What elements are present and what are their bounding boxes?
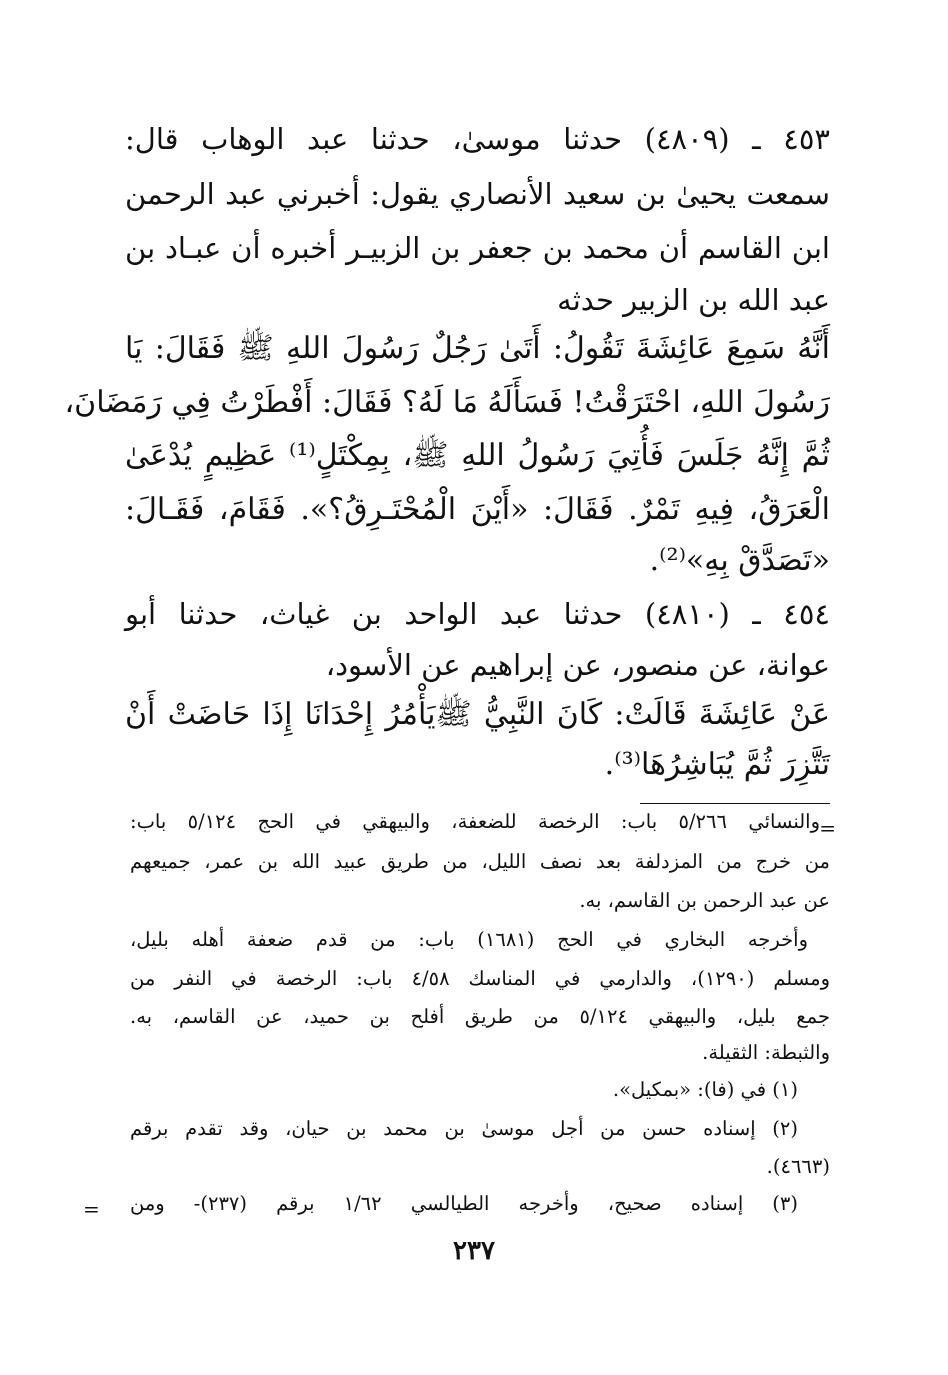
footnote-line-7: والثبطة: الثقيلة. [702,1041,830,1064]
footnote-3-line-1: (٣) إسناده صحيح، وأخرجه الطيالسي ١/٦٢ برقم (٢٣٧)- ومن [130,1192,799,1215]
hadith-453-isnad-line-4: عبد الله بن الزبير حدثه [557,283,830,317]
hadith-453-matn-line-4: الْعَرَقُ، فِيهِ تَمْرٌ. فَقَالَ: «أَيْنَ الْمُحْتَـرِقُ؟». فَقَامَ، فَقَـالَ: [125,492,831,527]
footnote-continued-mark: = [819,816,836,840]
footnote-1: (١) في (فا): «بمكيل». [612,1078,798,1101]
hadith-453-matn-line-3: ثُمَّ إِنَّهُ جَلَسَ فَأُتِيَ رَسُولُ اللهِ ﷺ، بِمِكْتَلٍ⁽¹⁾ عَظِيمٍ يُدْعَىٰ [125,438,830,473]
page-number: ٢٣٧ [453,1236,495,1266]
hadith-453-matn-line-5: «تَصَدَّقْ بِهِ»⁽²⁾. [649,543,830,578]
hadith-453-matn-line-2: رَسُولَ اللهِ، احْتَرَقْتُ! فَسَأَلَهُ مَا لَهُ؟ فَقَالَ: أَفْطَرْتُ فِي رَمَضَانَ، [64,385,830,420]
footnote-divider [640,803,830,804]
hadith-454-isnad-line-1: ٤٥٤ ـ (٤٨١٠) حدثنا عبد الواحد بن غياث، حدثنا أبو [125,597,831,631]
hadith-454-matn-line-1: عَنْ عَائِشَةَ قَالَتْ: كَانَ النَّبِيُّ ﷺيَأْمُرُ إِحْدَانَا إِذَا حَاضَتْ أَنْ [125,697,830,732]
hadith-453-isnad-line-1: ٤٥٣ ـ (٤٨٠٩) حدثنا موسىٰ، حدثنا عبد الوهاب قال: [125,122,830,156]
footnote-line-2: من خرج من المزدلفة بعد نصف الليل، من طريق عبيد الله بن عمر، جميعهم [130,850,830,873]
hadith-454-isnad-line-2: عوانة، عن منصور، عن إبراهيم عن الأسود، [325,648,830,682]
footnote-line-5: ومسلم (١٢٩٠)، والدارمي في المناسك ٤/٥٨ باب: الرخصة في النفر من [130,967,831,990]
footnote-line-6: جمع بليل، والبيهقي ٥/١٢٤ من طريق أفلح بن حميد، عن القاسم، به. [130,1005,831,1028]
footnote-line-3: عن عبد الرحمن بن القاسم، به. [579,889,830,912]
hadith-454-matn-line-2: تَتَّزِرَ ثُمَّ يُبَاشِرُهَا⁽³⁾. [604,747,830,782]
hadith-453-isnad-line-2: سمعت يحيىٰ بن سعيد الأنصاري يقول: أخبرني عبد الرحمن [125,177,830,211]
footnote-line-4: وأخرجه البخاري في الحج (١٦٨١) باب: من قدم ضعفة أهله بليل، [130,928,808,951]
footnote-line-1: والنسائي ٥/٢٦٦ باب: الرخصة للضعفة، والبيهقي في الحج ٥/١٢٤ باب: [130,810,820,833]
footnote-2-line-2: (٤٦٦٣). [766,1155,830,1178]
hadith-453-matn-line-1: أَنَّهُ سَمِعَ عَائِشَةَ تَقُولُ: أَتَىٰ رَجُلٌ رَسُولَ اللهِ ﷺ فَقَالَ: يَا [125,331,830,366]
footnote-2-line-1: (٢) إسناده حسن من أجل موسىٰ بن محمد بن حيان، وقد تقدم برقم [130,1117,798,1140]
footnote-next-page-mark: = [83,1197,100,1221]
hadith-453-isnad-line-3: ابن القاسم أن محمد بن جعفر بن الزبيـر أخبره أن عبـاد بن [125,231,830,265]
